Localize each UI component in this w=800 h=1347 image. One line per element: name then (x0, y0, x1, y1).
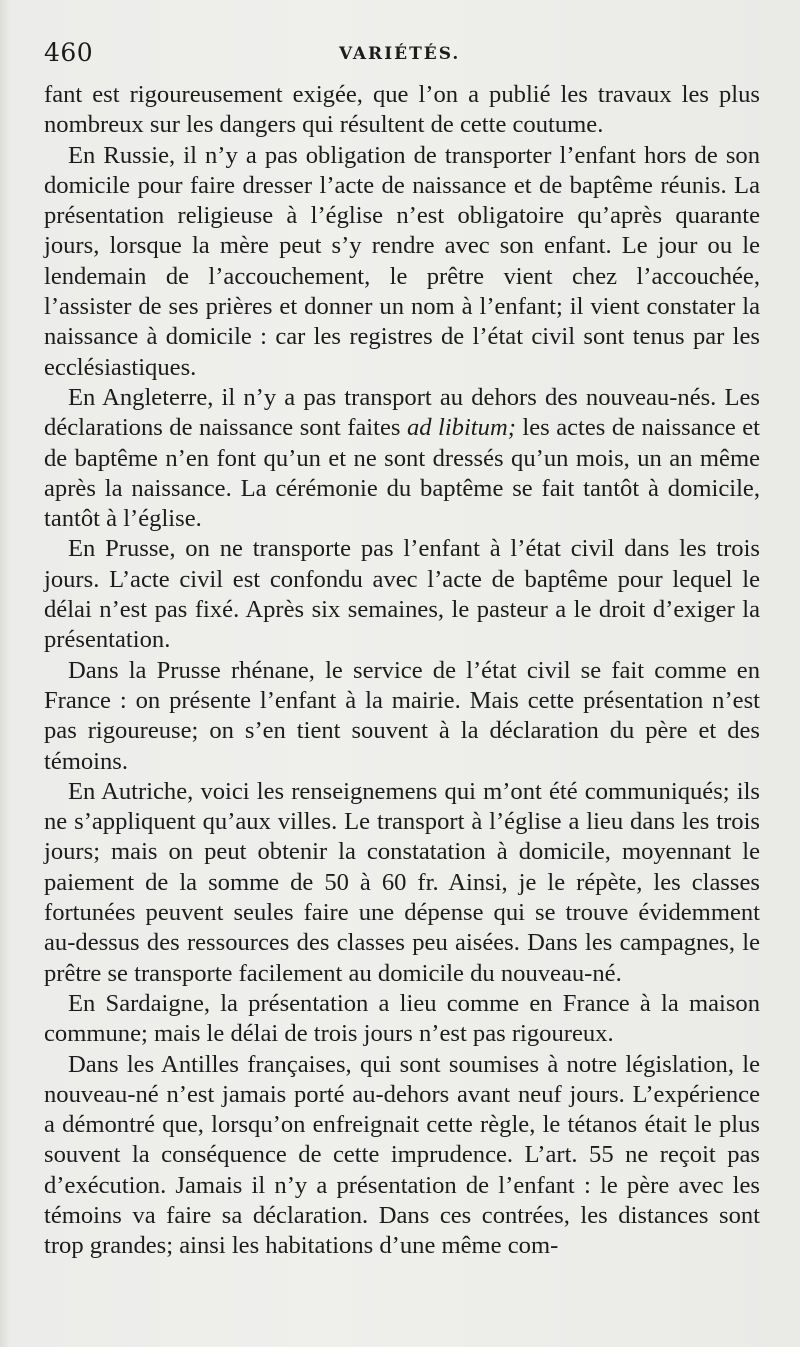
page-header (44, 38, 760, 68)
italic-ad-libitum: ad libitum; (406, 414, 516, 442)
england-text-after: les actes de naissance et de baptême n’en font qu’un et ne sont dressés qu’un mois, un an même après la naissance. La cérémonie du baptême se fait tantôt à domicile, tantôt à l’église. (44, 414, 760, 533)
paragraph-sardinia: En Sardaigne, la présentation a lieu comme en France à la maison commune; mais le délai de trois jours n’est pas rigoureux. (44, 989, 760, 1048)
page-number: 460 (44, 38, 94, 67)
paragraph-rhenish-prussia: Dans la Prusse rhénane, le service de l’état civil se fait comme en France : on présente l’enfant à la mairie. Mais cette présentation n’est pas rigoureuse; on s’en tient souvent à la déclaration du père et des témoins. (44, 656, 760, 775)
england-text-before: En Angleterre, il n’y a pas transport au dehors des nouveau-nés. Les déclarations de naissance sont faites (44, 383, 760, 442)
paragraph-continuation: fant est rigoureusement exigée, que l’on a publié les travaux les plus nombreux sur les dangers qui résultent de cette coutume. (44, 81, 760, 139)
running-head: VARIÉTÉS. (339, 44, 461, 64)
paragraph-england (44, 383, 760, 534)
paragraph-french-antilles: Dans les Antilles françaises, qui sont soumises à notre législation, le nouveau-né n’est jamais porté au-dehors avant neuf jours. L’expérience a démontré que, lorsqu’on enfreignait cette règle, le tétanos était le plus souvent la conséquence de cette imprudence. L’art. 55 ne reçoit pas d’exécution. Jamais il n’y a présentation de l’enfant : le père avec les témoins va faire sa déclaration. Dans ces contrées, les distances sont trop grandes; ainsi les habitations d’une même com- (44, 1050, 760, 1260)
paragraph-prussia: En Prusse, on ne transporte pas l’enfant à l’état civil dans les trois jours. L’acte civil est confondu avec l’acte de baptême pour lequel le délai n’est pas fixé. Après six semaines, le pasteur a le droit d’exiger la présentation. (44, 535, 760, 654)
paragraph-austria: En Autriche, voici les renseignemens qui m’ont été communiqués; ils ne s’appliquent qu’aux villes. Le transport à l’église a lieu dans les trois jours; mais on peut obtenir la constatation à domicile, moyennant le paiement de la somme de 50 à 60 fr. Ainsi, je le répète, les classes fortunées peuvent seules faire une dépense qui se trouve évidemment au-dessus des ressources des classes peu aisées. Dans les campagnes, le prêtre se transporte facilement au domicile du nouveau-né. (44, 777, 760, 987)
paragraph-russia: En Russie, il n’y a pas obligation de transporter l’enfant hors de son domicile pour faire dresser l’acte de naissance et de baptême réunis. La présentation religieuse à l’église n’est obligatoire qu’après quarante jours, lorsque la mère peut s’y rendre avec son enfant. Le jour ou le lendemain de l’accouchement, le prêtre vient chez l’accouchée, l’assister de ses prières et donner un nom à l’enfant; il vient constater la naissance à domicile : car les registres de l’état civil sont tenus par les ecclésiastiques. (44, 141, 760, 381)
body-text (44, 80, 760, 1262)
